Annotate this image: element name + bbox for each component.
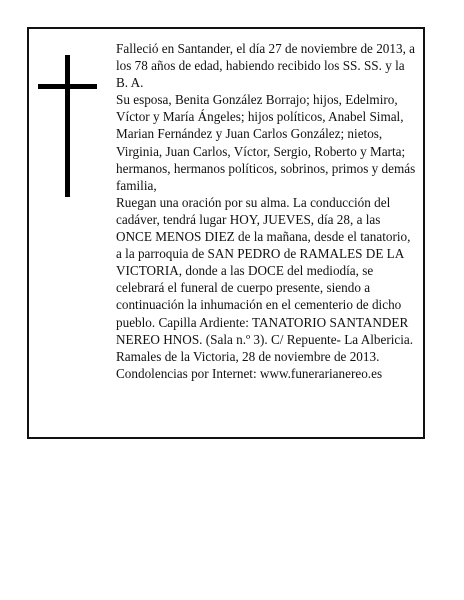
- family-list: Su esposa, Benita González Borrajo; hijos, Edelmiro, Víctor y María Ángeles; hijos políticos, Anabel Simal, Marian Fernández y Juan Carlos González; nietos, Virginia, Juan Carlos, Víctor, Sergio, Roberto y Marta; hermanos, hermanos políticos, sobrinos, primos y demás familia,: [116, 92, 416, 193]
- death-statement: Falleció en Santander, el día 27 de noviembre de 2013, a los 78 años de edad, habiendo recibido los SS. SS. y la B. A.: [116, 41, 416, 91]
- funeral-details: Ruegan una oración por su alma. La conducción del cadáver, tendrá lugar HOY, JUEVES, día 28, a las ONCE MENOS DIEZ de la mañana, desde el tanatorio, a la parroquia de SAN PEDRO de RAMALES DE LA VICTORIA, donde a las DOCE del mediodía, se celebrará el funeral de cuerpo presente, siendo a continuación la inhumación en el cementerio de dicho pueblo. Capilla Ardiente: TANATORIO SANTANDER NEREO HNOS. (Sala n.º 3). C/ Repuente- La Albericia.: [116, 194, 414, 347]
- cross-icon: [65, 55, 70, 197]
- cross-icon-arm: [38, 84, 97, 89]
- obituary-notice: [27, 27, 425, 439]
- notice-body: [116, 40, 416, 382]
- condolences-line: Condolencias por Internet: www.funerarianereo.es: [116, 365, 383, 381]
- place-date: Ramales de la Victoria, 28 de noviembre de 2013.: [116, 348, 380, 364]
